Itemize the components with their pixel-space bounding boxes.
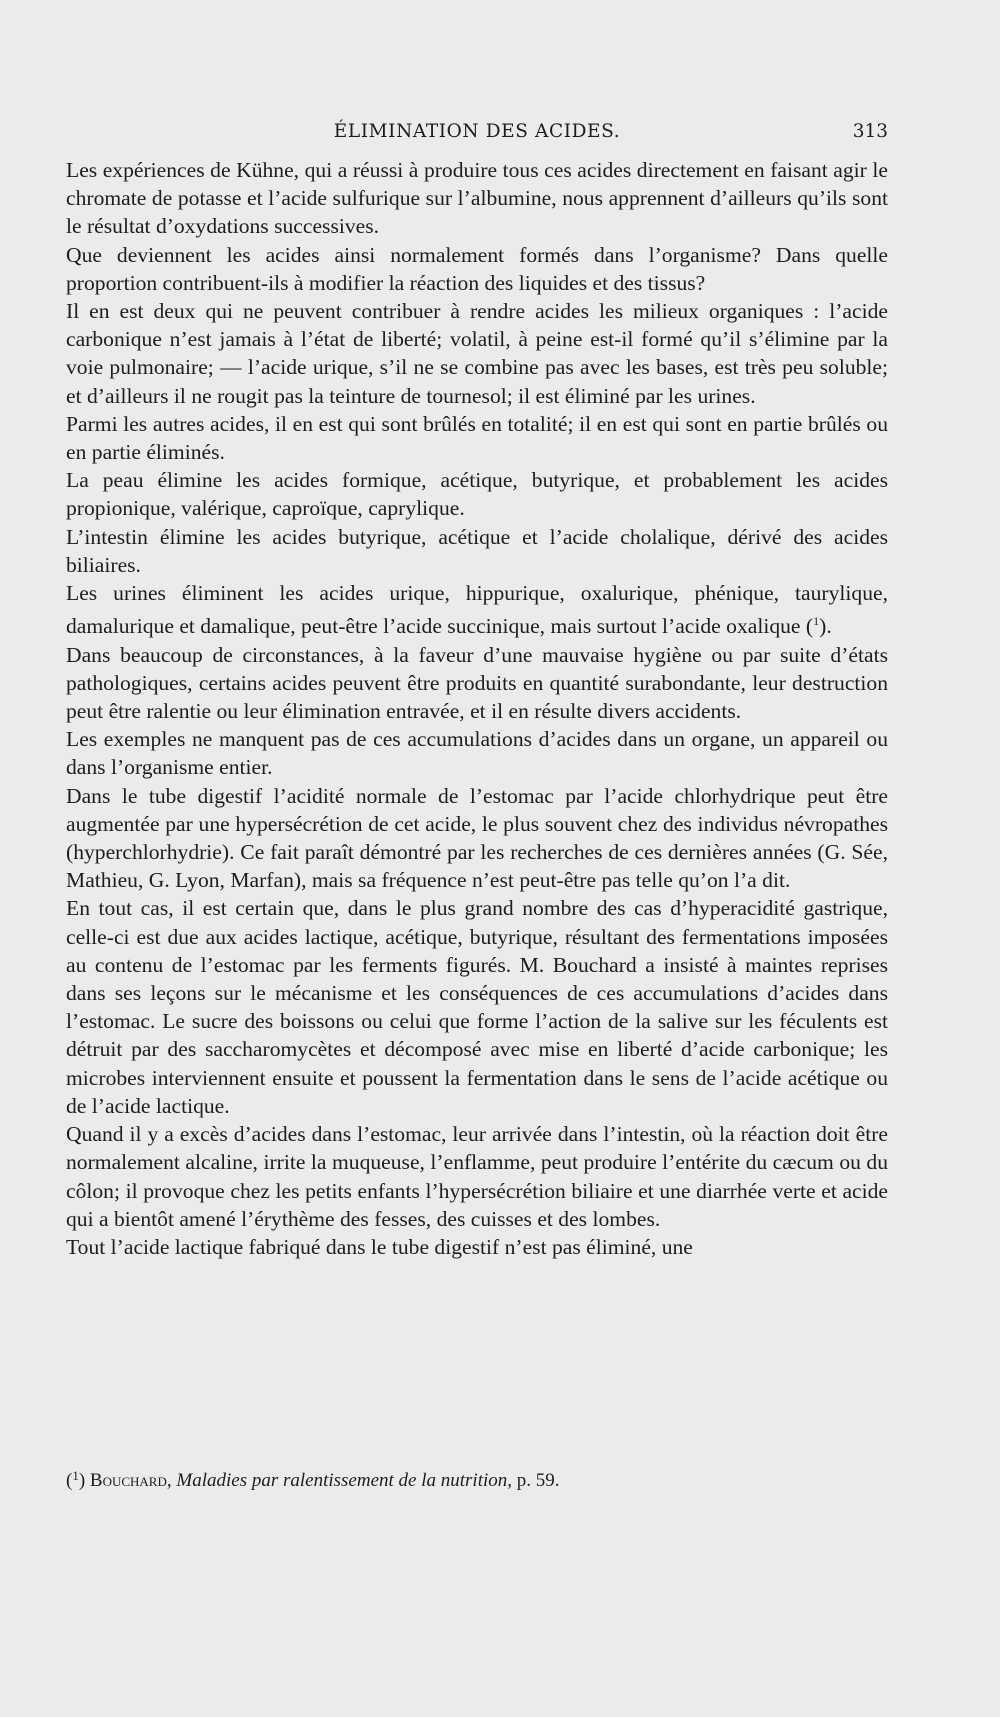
paragraph: Les exemples ne manquent pas de ces accumulations d’acides dans un organe, un appareil ou dans l’organisme entier. [66,727,888,780]
running-title: ÉLIMINATION DES ACIDES. [333,121,621,142]
footnote: ($^1$) Bouchard, Maladies par ralentissement de la nutrition, p. 59. [66,1468,560,1491]
paragraph: Dans beaucoup de circonstances, à la faveur d’une mauvaise hygiène ou par suite d’états pathologiques, certains acides peuvent être produits en quantité surabondante, leur destruction peut être ralentie ou leur élimination entravée, et il en résulte divers accidents. [66,642,888,724]
paragraph: Que deviennent les acides ainsi normalement formés dans l’organisme? Dans quelle proportion contribuent-ils à modifier la réaction des liquides et des tissus? [66,242,888,295]
page-header [66,121,888,151]
paragraph: En tout cas, il est certain que, dans le plus grand nombre des cas d’hyperacidité gastrique, celle-ci est due aux acides lactique, acétique, butyrique, résultant des fermentations imposées au contenu de l’estomac par les ferments figurés. M. Bouchard a insisté à maintes reprises dans ses leçons sur le mécanisme et les conséquences de ces accumulations d’acides dans l’estomac. Le sucre des boissons ou celui que forme l’action de la salive sur les féculents est détruit par des saccharomycètes et décomposé avec mise en liberté d’acide carbonique; les microbes interviennent ensuite et poussent la fermentation dans le sens de l’acide acétique ou de l’acide lactique. [66,896,888,1118]
paragraph: Parmi les autres acides, il en est qui sont brûlés en totalité; il en est qui sont en partie brûlés ou en partie éliminés. [66,411,888,465]
footnote-ref[interactable]: ($^1$). [805,614,832,639]
paragraph: Dans le tube digestif l’acidité normale de l’estomac par l’acide chlorhydrique peut être augmentée par une hypersécrétion de cet acide, le plus souvent chez des individus névropathes (hyperchlorhydrie). Ce fait paraît démontré par les recherches de ces dernières années (G. Sée, Mathieu, G. Lyon, Marfan), mais sa fréquence n’est peut-être pas telle qu’on l’a dit. [66,783,888,893]
body-text [66,156,888,1261]
paragraph-with-footnote-ref [66,579,888,641]
paragraph: Il en est deux qui ne peuvent contribuer à rendre acides les milieux organiques : l’acide carbonique n’est jamais à l’état de liberté; volatil, à peine est-il formé qu’il s’élimine par la voie pulmonaire; — l’acide urique, s’il ne se combine pas avec les bases, est très peu soluble; et d’ailleurs il ne rougit pas la teinture de tournesol; il est éliminé par les urines. [66,299,888,408]
paragraph: Quand il y a excès d’acides dans l’estomac, leur arrivée dans l’intestin, où la réaction doit être normalement alcaline, irrite la muqueuse, l’enflamme, peut produire l’entérite du cæcum ou du côlon; il provoque chez les petits enfants l’hypersécrétion biliaire et une diarrhée verte et acide qui a bientôt amené l’érythème des fesses, des cuisses et des lombes. [66,1122,888,1231]
paragraph: L’intestin élimine les acides butyrique, acétique et l’acide cholalique, dérivé des acides biliaires. [66,524,888,577]
paragraph: Tout l’acide lactique fabriqué dans le tube digestif n’est pas éliminé, une [66,1234,693,1259]
page-number: 313 [852,121,888,142]
footnote-author: Bouchard, [89,1470,172,1491]
paragraph: La peau élimine les acides formique, acétique, butyrique, et probablement les acides propionique, valérique, caproïque, caprylique. [66,468,888,521]
paragraph: Les expériences de Kühne, qui a réussi à produire tous ces acides directement en faisant agir le chromate de potasse et l’acide sulfurique sur l’albumine, nous apprennent d’ailleurs qu’ils sont le résultat d’oxydations successives. [66,158,888,239]
footnote-page: p. 59. [516,1470,560,1491]
paragraph-text: Les urines éliminent les acides urique, hippurique, oxalurique, phénique, taurylique, damalurique et damalique, peut-être l’acide succinique, mais surtout l’acide oxalique [66,581,888,639]
footnote-mark: 1 [72,1468,79,1483]
footnote-title: Maladies par ralentissement de la nutrition, [176,1470,513,1491]
footnote-ref-mark: 1 [813,614,820,629]
